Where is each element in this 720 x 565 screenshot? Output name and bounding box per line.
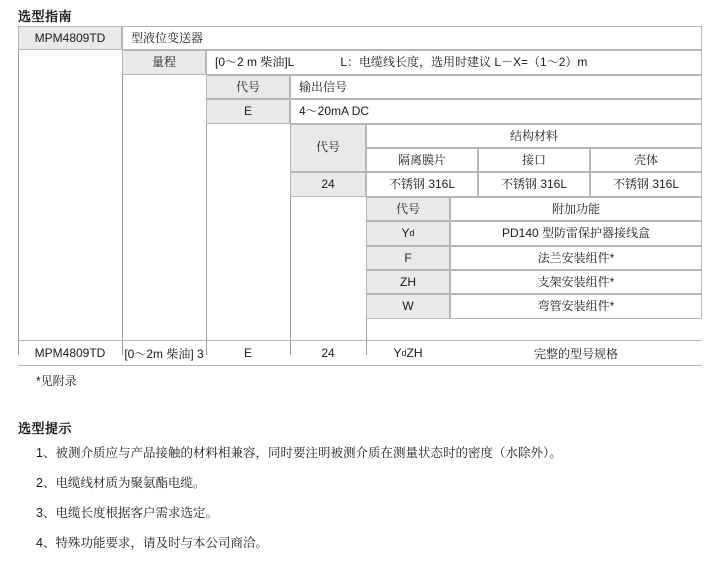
connector-line-10 — [122, 172, 206, 196]
list-item: 3、电缆长度根据客户需求选定。 — [36, 506, 218, 521]
extra-function-header: 附加功能 — [450, 197, 702, 221]
range-label-cell: 量程 — [122, 50, 206, 74]
connector-line-7 — [122, 124, 206, 173]
page-title-selection-tips: 选型提示 — [18, 421, 73, 436]
output-signal-value: 4～20mA DC — [290, 99, 702, 123]
extra-code-0 — [366, 221, 450, 245]
connector-line-18 — [206, 221, 290, 245]
diagram-row-extra-option-3 — [18, 294, 702, 318]
final-description: 完整的型号规格 — [533, 346, 618, 361]
final-model: MPM4809TD — [34, 346, 106, 360]
connector-line-6 — [18, 124, 122, 173]
connector-line-20 — [18, 246, 122, 270]
connector-line-15 — [290, 197, 366, 221]
model-code-cell: MPM4809TD — [18, 26, 122, 50]
extra-desc-3: 弯管安装组件* — [450, 294, 702, 318]
material-group-header: 结构材料 — [366, 124, 702, 148]
diagram-row-output-value — [18, 99, 702, 123]
material-sub-header-diaphragm: 隔离膜片 — [366, 148, 478, 172]
connector-line-28 — [18, 294, 122, 318]
connector-line-5 — [122, 99, 206, 123]
connector-line-3 — [122, 75, 206, 99]
extra-desc-2: 支架安装组件* — [450, 270, 702, 294]
connector-line-24 — [18, 270, 122, 294]
extra-code-3: W — [366, 294, 450, 318]
extra-code-2: ZH — [366, 270, 450, 294]
final-model-row — [18, 340, 702, 366]
output-code-value: E — [206, 99, 290, 123]
connector-line-13 — [122, 197, 206, 221]
material-group — [366, 124, 702, 173]
diagram-row-material-values — [18, 172, 702, 196]
diagram-row-range — [18, 50, 702, 74]
final-extra — [366, 341, 450, 365]
diagram-row-extra-option-0 — [18, 221, 702, 245]
list-item: 4、特殊功能要求，请及时与本公司商洽。 — [36, 536, 268, 551]
model-code-diagram — [18, 26, 702, 355]
diagram-row-model — [18, 26, 702, 50]
selection-tips-list — [36, 444, 696, 565]
connector-line-14 — [206, 197, 290, 221]
connector-line-29 — [122, 294, 206, 318]
final-range: [0～2m 柴油] 3 — [124, 346, 204, 361]
extra-code-0-sub: d — [409, 227, 415, 238]
extra-desc-0: PD140 型防雷保护器接线盒 — [450, 221, 702, 245]
range-value-text: [0～2 m 柴油]L — [215, 55, 295, 70]
diagram-row-extra-option-1 — [18, 246, 702, 270]
connector-line-11 — [206, 172, 290, 196]
connector-line-12 — [18, 197, 122, 221]
range-note-text: L：电缆线长度，选用时建议 L－X=（1～2）m — [340, 55, 588, 70]
connector-line-8 — [206, 124, 290, 173]
list-item: 1、被测介质应与产品接触的材料相兼容，同时要注明被测介质在测量状态时的密度（水除外）。 — [36, 446, 562, 460]
list-item: 2、电缆线材质为聚氨酯电缆。 — [36, 476, 206, 491]
connector-line-30 — [206, 294, 290, 318]
extra-code-0-main: Y — [401, 226, 410, 241]
appendix-note: *见附录 — [36, 374, 77, 388]
material-sub-header-housing: 壳体 — [590, 148, 702, 172]
extra-code-1: F — [366, 246, 450, 270]
extra-code-header: 代号 — [366, 197, 450, 221]
extra-desc-1: 法兰安装组件* — [450, 246, 702, 270]
connector-line-21 — [122, 246, 206, 270]
connector-line-31 — [290, 294, 366, 318]
connector-line-26 — [206, 270, 290, 294]
diagram-row-extra-header — [18, 197, 702, 221]
connector-line-17 — [122, 221, 206, 245]
connector-line-16 — [18, 221, 122, 245]
material-value-housing: 不锈钢 316L — [590, 172, 702, 196]
final-output: E — [243, 346, 252, 360]
final-material: 24 — [321, 346, 335, 360]
connector-line-27 — [290, 270, 366, 294]
range-value-cell — [206, 50, 702, 74]
output-signal-header: 输出信号 — [290, 75, 702, 99]
material-code-value: 24 — [290, 172, 366, 196]
material-value-interface: 不锈钢 316L — [478, 172, 590, 196]
connector-line-1 — [18, 50, 122, 74]
material-sub-header-row — [366, 148, 702, 172]
connector-line-19 — [290, 221, 366, 245]
connector-line-25 — [122, 270, 206, 294]
final-extra-main: Y — [393, 346, 402, 360]
material-sub-header-interface: 接口 — [478, 148, 590, 172]
connector-line-2 — [18, 75, 122, 99]
output-code-header: 代号 — [206, 75, 290, 99]
connector-line-4 — [18, 99, 122, 123]
connector-line-9 — [18, 172, 122, 196]
diagram-row-material-group — [18, 124, 702, 173]
connector-line-22 — [206, 246, 290, 270]
final-extra-tail: ZH — [406, 346, 423, 360]
material-code-header: 代号 — [290, 124, 366, 172]
diagram-row-output-header — [18, 75, 702, 99]
diagram-row-extra-option-2 — [18, 270, 702, 294]
page-title-selection-guide: 选型指南 — [18, 9, 73, 24]
final-extra-sub: d — [401, 348, 407, 358]
model-desc-cell: 型液位变送器 — [122, 26, 702, 50]
material-value-diaphragm: 不锈钢 316L — [366, 172, 478, 196]
connector-line-23 — [290, 246, 366, 270]
